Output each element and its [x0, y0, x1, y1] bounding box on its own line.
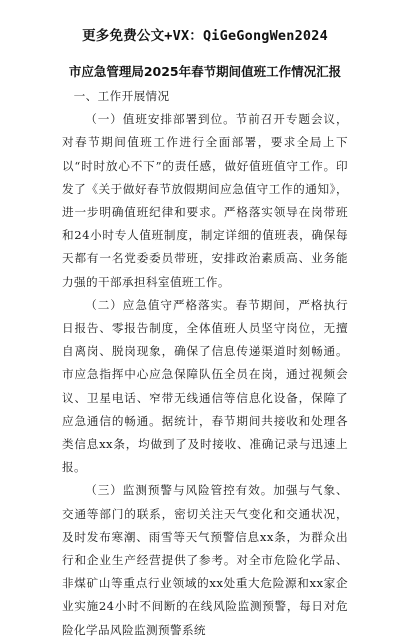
paragraph-monitoring-warning: （三）监测预警与风险管控有效。加强与气象、交通等部门的联系，密切关注天气变化和交通状况，及时发布寒潮、雨雪等天气预警信息xx条，为群众出行和企业生产经营提供了参考。对全市危险化学品、非煤矿山等重点行业领域的xx处重大危险源和xx家企业实施24小时不间断的在线风险监测预警，每日对危险化学品风险监测预警系统 — [62, 483, 348, 637]
document-title: 市应急管理局2025年春节期间值班工作情况汇报 — [68, 64, 342, 79]
paragraph-duty-arrangement: （一）值班安排部署到位。节前召开专题会议，对春节期间值班工作进行全面部署，要求全局上下以“时时放心不下”的责任感，做好值班值守工作。印发了《关于做好春节放假期间应急值守工作的通知》，进一步明确值班纪律和要求。严格落实领导在岗带班和24小时专人值班制度，制定详细的值班表，确保每天都有一名党委委员带班，安排政治素质高、业务能力强的干部承担科室值班工作。 — [62, 112, 348, 289]
paragraph-emergency-duty: （二）应急值守严格落实。春节期间，严格执行日报告、零报告制度，全体值班人员坚守岗位，无擅自离岗、脱岗现象，确保了信息传递渠道时刻畅通。市应急指挥中心应急保障队伍全员在岗，通过视频会议、卫星电话、窄带无线通信等信息化设备，保障了应急通信的畅通。据统计，春节期间共接收和处理各类信息xx条，均做到了及时接收、准确记录与迅速上报。 — [62, 297, 348, 475]
section-heading: 一、工作开展情况 — [73, 89, 170, 103]
promo-banner: 更多免费公文+VX：QiGeGongWen2024 — [82, 28, 328, 44]
document-body — [62, 85, 348, 642]
